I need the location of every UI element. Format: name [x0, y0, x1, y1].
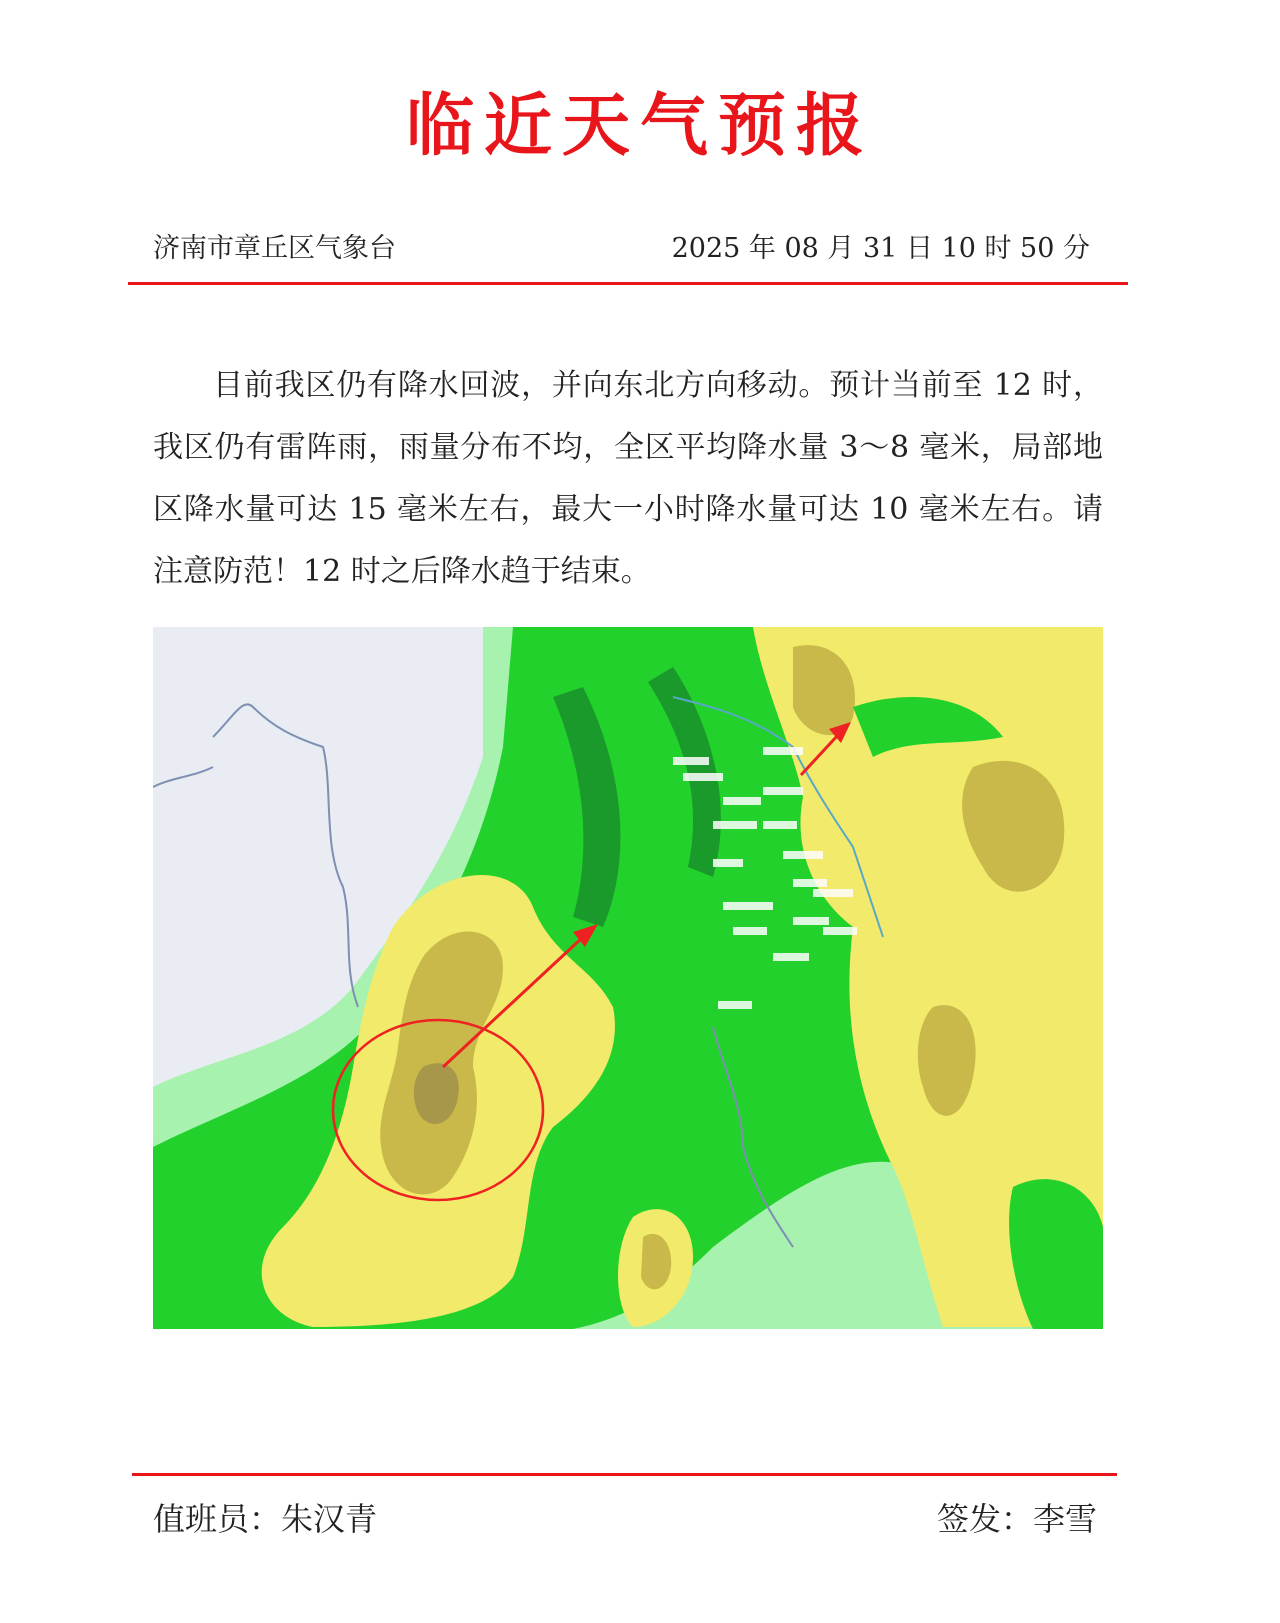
- forecast-paragraph: 目前我区仍有降水回波，并向东北方向移动。预计当前至 12 时，我区仍有雷阵雨，雨量分布不均，全区平均降水量 3～8 毫米，局部地区降水量可达 15 毫米左右，最大一小时降水量可达 10 毫米左右。请注意防范！12 时之后降水趋于结束。: [153, 368, 1103, 589]
- document-title: 临近天气预报: [405, 86, 874, 166]
- issuer-signature: 签发：李雪: [936, 1500, 1097, 1538]
- footer-divider: [132, 1473, 1117, 1476]
- header-divider: [128, 282, 1128, 285]
- radar-map-graphic: [153, 627, 1103, 1329]
- radar-echo-map: [153, 627, 1103, 1329]
- duty-officer: 值班员：朱汉青: [153, 1500, 378, 1538]
- forecast-body: [153, 355, 1103, 603]
- issuing-organization: 济南市章丘区气象台: [153, 233, 396, 264]
- issue-datetime: 2025 年 08 月 31 日 10 时 50 分: [671, 233, 1090, 264]
